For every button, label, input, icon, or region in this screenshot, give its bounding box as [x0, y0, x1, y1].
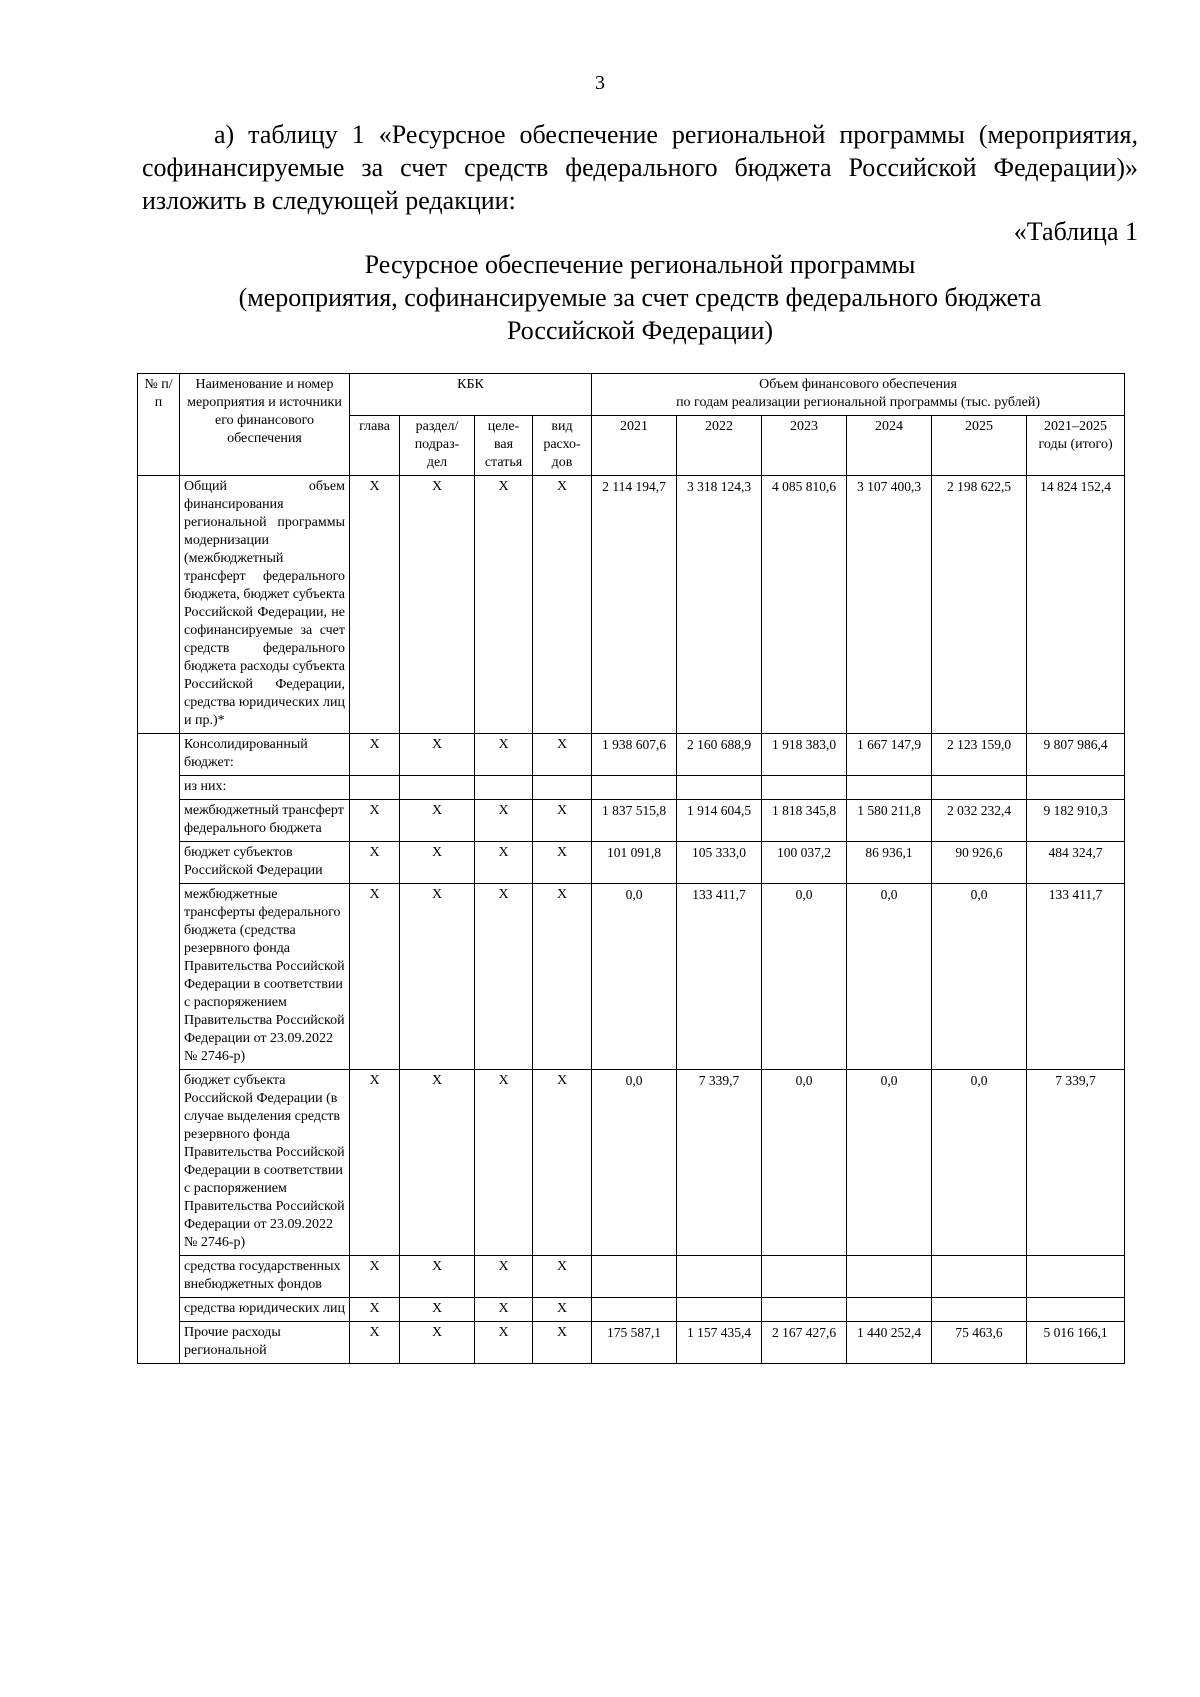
table-title-line-1: Ресурсное обеспечение региональной программы	[364, 250, 916, 279]
value-2024	[847, 776, 932, 800]
table-row	[138, 800, 1125, 842]
header-volume-line-1: Объем финансового обеспечения	[759, 377, 957, 392]
value-2024: 1 667 147,9	[847, 734, 932, 776]
kbk-statya: X	[475, 1322, 533, 1364]
kbk-vid: X	[533, 1298, 592, 1322]
table-title	[120, 248, 1160, 347]
table-row	[138, 884, 1125, 1070]
kbk-glava	[350, 776, 400, 800]
table-row	[138, 1070, 1125, 1256]
value-2022: 2 160 688,9	[677, 734, 762, 776]
value-2025: 0,0	[932, 1070, 1027, 1256]
header-name: Наименование и номер мероприятия и источники его финансового обеспечения	[180, 374, 350, 476]
kbk-statya: X	[475, 734, 533, 776]
row-name: межбюджетные трансферты федерального бюджета (средства резервного фонда Правительства Российской Федерации в соответствии с распоряжением Правительства Российской Федерации от 23.09.2022 № 2746-р)	[180, 884, 350, 1070]
value-2025	[932, 1298, 1027, 1322]
kbk-razdel: X	[400, 1256, 475, 1298]
kbk-razdel: X	[400, 800, 475, 842]
intro-paragraph: а) таблицу 1 «Ресурсное обеспечение региональной программы (мероприятия, софинансируемые за счет средств федерального бюджета Российской Федерации)» изложить в следующей редакции:	[142, 120, 1138, 215]
kbk-statya: X	[475, 842, 533, 884]
table-row	[138, 734, 1125, 776]
row-name: бюджет субъекта Российской Федерации (в случае выделения средств резервного фонда Правительства Российской Федерации в соответствии с распоряжением Правительства Российской Федерации от 23.09.2022 № 2746-р)	[180, 1070, 350, 1256]
row-name: Прочие расходы региональной	[180, 1322, 350, 1364]
header-vid: вид расхо- дов	[533, 416, 592, 476]
value-2023: 100 037,2	[762, 842, 847, 884]
value-2022: 7 339,7	[677, 1070, 762, 1256]
value-2021: 1 837 515,8	[592, 800, 677, 842]
kbk-razdel: X	[400, 1070, 475, 1256]
value-2021: 0,0	[592, 1070, 677, 1256]
kbk-statya: X	[475, 1070, 533, 1256]
value-2022	[677, 776, 762, 800]
value-2024	[847, 1256, 932, 1298]
value-total: 7 339,7	[1027, 1070, 1125, 1256]
row-name: средства государственных внебюджетных фондов	[180, 1256, 350, 1298]
value-2025: 2 198 622,5	[932, 476, 1027, 734]
header-num: № п/п	[138, 374, 180, 476]
kbk-razdel	[400, 776, 475, 800]
page-number: 3	[595, 72, 605, 94]
header-total: 2021–2025 годы (итого)	[1027, 416, 1125, 476]
value-2023	[762, 776, 847, 800]
kbk-glava: X	[350, 842, 400, 884]
value-2023: 2 167 427,6	[762, 1322, 847, 1364]
kbk-glava: X	[350, 1070, 400, 1256]
table-row	[138, 1256, 1125, 1298]
value-2023: 4 085 810,6	[762, 476, 847, 734]
value-2021	[592, 1256, 677, 1298]
value-2024: 1 580 211,8	[847, 800, 932, 842]
value-2024: 0,0	[847, 1070, 932, 1256]
kbk-vid: X	[533, 1070, 592, 1256]
value-2023	[762, 1256, 847, 1298]
kbk-statya: X	[475, 1298, 533, 1322]
value-2022: 1 157 435,4	[677, 1322, 762, 1364]
table-row	[138, 1298, 1125, 1322]
kbk-statya: X	[475, 800, 533, 842]
value-2023: 1 818 345,8	[762, 800, 847, 842]
value-2025: 0,0	[932, 884, 1027, 1070]
value-total: 133 411,7	[1027, 884, 1125, 1070]
value-2024: 3 107 400,3	[847, 476, 932, 734]
table-row	[138, 1322, 1125, 1364]
header-razdel: раздел/ подраз- дел	[400, 416, 475, 476]
value-2024: 0,0	[847, 884, 932, 1070]
kbk-glava: X	[350, 800, 400, 842]
value-2022	[677, 1256, 762, 1298]
value-2024: 1 440 252,4	[847, 1322, 932, 1364]
kbk-razdel: X	[400, 476, 475, 734]
value-2022	[677, 1298, 762, 1322]
value-2023: 1 918 383,0	[762, 734, 847, 776]
kbk-vid: X	[533, 1322, 592, 1364]
row-name: межбюджетный трансферт федерального бюджета	[180, 800, 350, 842]
value-total: 484 324,7	[1027, 842, 1125, 884]
kbk-statya: X	[475, 476, 533, 734]
kbk-statya: X	[475, 884, 533, 1070]
value-2025: 75 463,6	[932, 1322, 1027, 1364]
kbk-statya	[475, 776, 533, 800]
value-2021: 2 114 194,7	[592, 476, 677, 734]
kbk-razdel: X	[400, 884, 475, 1070]
kbk-vid: X	[533, 884, 592, 1070]
header-glava: глава	[350, 416, 400, 476]
value-2021	[592, 776, 677, 800]
header-year-2023: 2023	[762, 416, 847, 476]
value-total: 9 182 910,3	[1027, 800, 1125, 842]
kbk-glava: X	[350, 1298, 400, 1322]
kbk-statya: X	[475, 1256, 533, 1298]
value-2023: 0,0	[762, 1070, 847, 1256]
row-number	[138, 734, 180, 1364]
value-total	[1027, 1298, 1125, 1322]
value-2025	[932, 1256, 1027, 1298]
value-total: 14 824 152,4	[1027, 476, 1125, 734]
row-name: бюджет субъектов Российской Федерации	[180, 842, 350, 884]
value-2021: 101 091,8	[592, 842, 677, 884]
header-kbk: КБК	[350, 374, 592, 416]
table-reference: «Таблица 1	[1013, 217, 1138, 246]
value-2022: 133 411,7	[677, 884, 762, 1070]
value-total: 5 016 166,1	[1027, 1322, 1125, 1364]
kbk-glava: X	[350, 1322, 400, 1364]
value-2021: 1 938 607,6	[592, 734, 677, 776]
value-2025: 2 032 232,4	[932, 800, 1027, 842]
header-volume	[592, 374, 1125, 416]
value-2024: 86 936,1	[847, 842, 932, 884]
kbk-vid: X	[533, 800, 592, 842]
header-year-2025: 2025	[932, 416, 1027, 476]
header-year-2024: 2024	[847, 416, 932, 476]
value-2023	[762, 1298, 847, 1322]
value-2022: 1 914 604,5	[677, 800, 762, 842]
value-2021: 175 587,1	[592, 1322, 677, 1364]
kbk-glava: X	[350, 476, 400, 734]
value-total: 9 807 986,4	[1027, 734, 1125, 776]
value-2025: 2 123 159,0	[932, 734, 1027, 776]
table-title-line-2: (мероприятия, софинансируемые за счет средств федерального бюджета	[238, 283, 1042, 312]
value-2025	[932, 776, 1027, 800]
value-2021	[592, 1298, 677, 1322]
kbk-vid: X	[533, 1256, 592, 1298]
table-row	[138, 776, 1125, 800]
value-total	[1027, 1256, 1125, 1298]
table-row	[138, 476, 1125, 734]
kbk-razdel: X	[400, 734, 475, 776]
kbk-vid: X	[533, 842, 592, 884]
row-name: средства юридических лиц	[180, 1298, 350, 1322]
row-name: Консолидированный бюджет:	[180, 734, 350, 776]
value-total	[1027, 776, 1125, 800]
kbk-razdel: X	[400, 1322, 475, 1364]
kbk-glava: X	[350, 734, 400, 776]
row-number	[138, 476, 180, 734]
value-2023: 0,0	[762, 884, 847, 1070]
kbk-vid	[533, 776, 592, 800]
kbk-vid: X	[533, 476, 592, 734]
kbk-glava: X	[350, 1256, 400, 1298]
table-title-line-3: Российской Федерации)	[506, 316, 774, 345]
kbk-razdel: X	[400, 1298, 475, 1322]
value-2024	[847, 1298, 932, 1322]
row-name: Общий объем финансирования региональной программы модернизации (межбюджетный трансферт федерального бюджета, бюджет субъекта Российской Федерации, не софинансируемые за счет средств федерального бюджета расходы субъекта Российской Федерации, средства юридических лиц и пр.)*	[180, 476, 350, 734]
value-2021: 0,0	[592, 884, 677, 1070]
kbk-razdel: X	[400, 842, 475, 884]
header-statya: целе- вая статья	[475, 416, 533, 476]
resource-table	[137, 373, 1125, 1364]
row-name: из них:	[180, 776, 350, 800]
header-year-2021: 2021	[592, 416, 677, 476]
header-volume-line-2: по годам реализации региональной программы (тыс. рублей)	[676, 395, 1041, 410]
value-2025: 90 926,6	[932, 842, 1027, 884]
header-year-2022: 2022	[677, 416, 762, 476]
table-row	[138, 842, 1125, 884]
value-2022: 3 318 124,3	[677, 476, 762, 734]
value-2022: 105 333,0	[677, 842, 762, 884]
kbk-vid: X	[533, 734, 592, 776]
kbk-glava: X	[350, 884, 400, 1070]
